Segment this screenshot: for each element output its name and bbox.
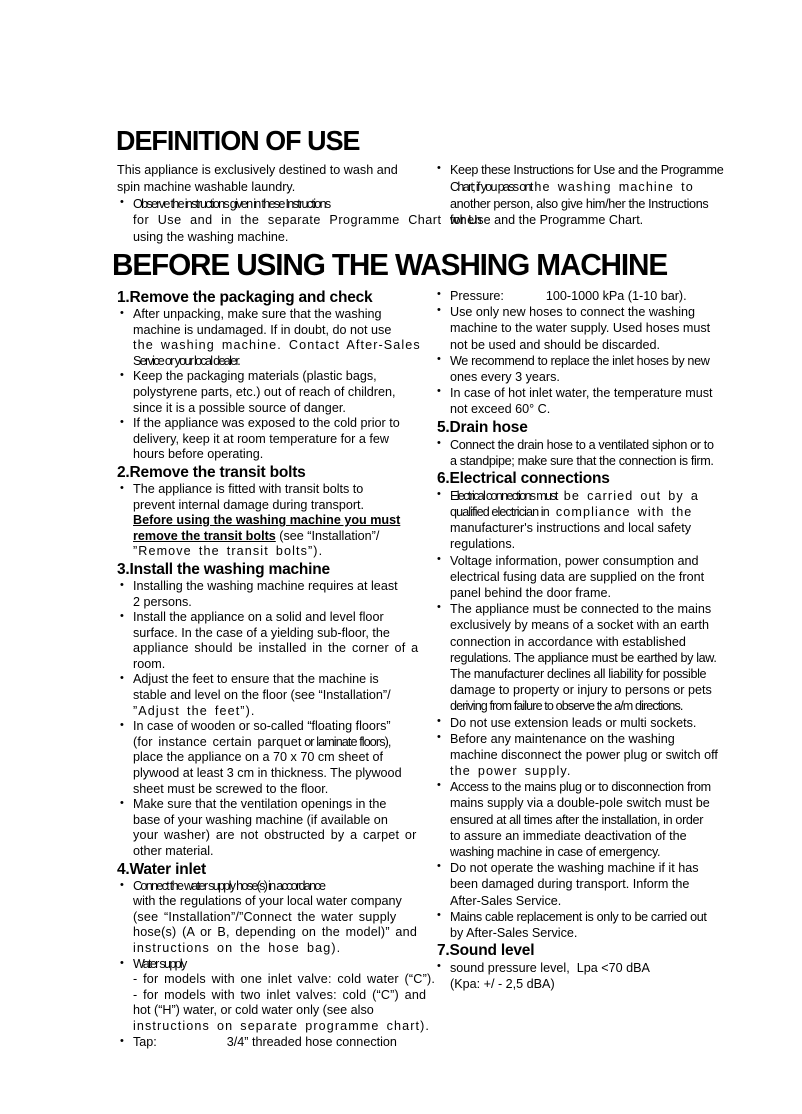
- text-line: [450, 601, 737, 617]
- bullet-icon: •: [437, 304, 441, 317]
- bullet-item: [117, 579, 437, 610]
- bullet-item: [437, 860, 737, 909]
- text-line: [450, 569, 737, 585]
- text-line: [450, 520, 737, 536]
- text-segment: plywood at least 3 cm in thickness. The plywood: [133, 766, 402, 781]
- text-segment: Mains cable replacement is only to be carried out: [450, 909, 707, 924]
- text-segment: Tap: 3/4” threaded hose connection: [133, 1034, 397, 1049]
- text-segment: manufacturer's instructions and local safety: [450, 521, 692, 536]
- bullet-icon: •: [120, 956, 124, 969]
- text-segment: instructions on separate programme chart).: [133, 1018, 430, 1033]
- bullet-icon: •: [437, 288, 441, 300]
- text-line: [133, 688, 437, 704]
- text-segment: Water supply: [133, 956, 186, 971]
- text-segment: deriving from failure to observe the a/m directions.: [450, 699, 683, 714]
- text-line: [133, 416, 437, 432]
- section-heading: 3.Install the washing machine: [117, 560, 330, 578]
- bullet-icon: •: [120, 481, 124, 494]
- text-segment: surface. In the case of a yielding sub-floor, the: [133, 625, 390, 640]
- text-segment: delivery, keep it at room temperature for a few: [133, 431, 389, 446]
- section-heading: 2.Remove the transit bolts: [117, 463, 306, 481]
- text-segment: spin machine washable laundry.: [117, 179, 296, 194]
- text-line: [133, 813, 437, 829]
- bullet-icon: •: [437, 487, 441, 500]
- text-line: [133, 212, 483, 229]
- bullet-icon: •: [120, 610, 124, 623]
- text-line: [450, 617, 737, 633]
- text-line: [133, 626, 437, 642]
- text-segment: prevent internal damage during transport.: [133, 497, 365, 512]
- text-line: [133, 894, 437, 910]
- bullet-item: [117, 957, 437, 1035]
- text-segment: Access to the mains plug or to disconnection from: [450, 780, 711, 795]
- text-segment: (Kpa: +/ - 2,5 dBA): [450, 977, 555, 992]
- bullet-item: [117, 672, 437, 719]
- text-line: [450, 909, 737, 925]
- text-line: [133, 704, 437, 720]
- text-line: [133, 657, 437, 673]
- bullet-icon: •: [437, 162, 441, 174]
- text-line: [450, 179, 737, 196]
- text-line: [133, 782, 437, 798]
- bullet-icon: •: [437, 552, 441, 565]
- bullet-item: [437, 162, 737, 229]
- text-line: [133, 1019, 437, 1035]
- bullet-icon: •: [120, 1034, 124, 1047]
- text-segment: with the regulations of your local water company: [133, 894, 402, 909]
- bullet-item: [437, 488, 737, 553]
- text-line: [450, 844, 737, 860]
- text-segment: washing machine in case of emergency.: [450, 845, 661, 859]
- text-segment: not be used and should be discarded.: [450, 337, 661, 352]
- bullet-icon: •: [120, 416, 124, 429]
- paragraph: [117, 162, 437, 196]
- before-right-column: [437, 288, 737, 993]
- text-segment: to assure an immediate deactivation of the: [450, 828, 687, 843]
- section-heading: 6.Electrical connections: [437, 469, 610, 487]
- text-line: [450, 212, 737, 229]
- text-line: [133, 766, 437, 782]
- text-segment: hours before operating.: [133, 447, 264, 462]
- text-line: [133, 719, 437, 735]
- text-line: [450, 634, 737, 650]
- text-line: [450, 401, 737, 417]
- text-line: [450, 585, 737, 601]
- text-segment: Do not operate the washing machine if it has: [450, 861, 699, 876]
- text-line: [133, 338, 437, 354]
- text-line: [133, 544, 437, 560]
- text-segment: (for instance certain parquet: [133, 734, 302, 749]
- text-line: [133, 513, 437, 529]
- text-segment: other material.: [133, 844, 214, 858]
- text-line: [133, 1003, 437, 1019]
- text-segment: for Use and the Programme Chart.: [450, 213, 644, 228]
- text-segment: room.: [133, 656, 166, 671]
- text-segment: been damaged during transport. Inform the: [450, 877, 690, 892]
- text-line: [133, 401, 437, 417]
- bullet-item: [117, 369, 437, 416]
- before-left-column: [117, 288, 437, 1050]
- bullet-icon: •: [120, 672, 124, 685]
- text-segment: Use only new hoses to connect the washing: [450, 305, 696, 320]
- bullet-icon: •: [437, 908, 441, 921]
- text-segment: using the washing machine.: [133, 230, 289, 245]
- bullet-item: [437, 731, 737, 780]
- text-line: [450, 960, 737, 976]
- text-line: [133, 385, 437, 401]
- text-segment: - for models with one inlet valve: cold water (“C”).: [133, 972, 436, 987]
- text-line: [450, 682, 737, 698]
- text-line: [133, 595, 437, 611]
- text-line: [117, 162, 437, 179]
- text-line: [450, 976, 737, 992]
- text-segment: base of your washing machine (if available on: [133, 812, 388, 827]
- text-line: [450, 337, 737, 353]
- text-line: [450, 162, 737, 179]
- text-line: [450, 385, 737, 401]
- text-segment: the power supply.: [450, 764, 572, 779]
- text-line: [133, 354, 437, 370]
- bullet-item: [437, 385, 737, 417]
- text-line: [450, 437, 737, 453]
- text-line: [133, 957, 437, 973]
- text-line: [450, 453, 737, 469]
- text-segment: We recommend to replace the inlet hoses by new: [450, 353, 710, 368]
- text-line: [450, 893, 737, 909]
- text-segment: panel behind the door frame.: [450, 586, 612, 600]
- text-line: [133, 828, 437, 844]
- text-line: [133, 579, 437, 595]
- text-line: [133, 432, 437, 448]
- bullet-item: [117, 610, 437, 672]
- text-segment: polystyrene parts, etc.) out of reach of children,: [133, 384, 396, 399]
- text-line: [450, 876, 737, 892]
- bullet-icon: •: [120, 578, 124, 591]
- text-segment: hose(s) (A or B, depending on the model)” and: [133, 925, 418, 940]
- bullet-icon: •: [120, 307, 124, 319]
- definition-right-column: [437, 162, 737, 229]
- text-segment: electrical fusing data are supplied on the front: [450, 569, 705, 584]
- text-segment: Observe the instructions given in these Instructions: [133, 196, 330, 211]
- text-line: [133, 447, 437, 463]
- bullet-item: [437, 304, 737, 353]
- bullet-item: [437, 437, 737, 469]
- text-segment: connection in accordance with established: [450, 634, 686, 649]
- bullet-item: [437, 909, 737, 941]
- text-segment: machine is undamaged. If in doubt, do not use: [133, 322, 392, 337]
- text-segment: machine to the water supply. Used hoses must: [450, 321, 711, 336]
- text-line: [450, 536, 737, 552]
- definition-of-use-heading: DEFINITION OF USE: [116, 125, 360, 156]
- text-line: [450, 666, 737, 682]
- bullet-item: [437, 960, 737, 992]
- text-line: [450, 715, 737, 731]
- text-segment: Installing the washing machine requires at least: [133, 578, 398, 593]
- bullet-item: [437, 288, 737, 304]
- text-segment: In case of wooden or so-called “floating floors”: [133, 719, 391, 734]
- text-segment: exclusively by means of a socket with an earth: [450, 618, 709, 633]
- text-line: [450, 795, 737, 811]
- text-segment: regulations.: [450, 537, 516, 552]
- bullet-item: [437, 779, 737, 860]
- text-segment: the washing machine to: [529, 179, 694, 194]
- bullet-icon: •: [437, 436, 441, 449]
- bullet-item: [437, 353, 737, 385]
- bullet-icon: •: [437, 352, 441, 365]
- text-line: [133, 482, 437, 498]
- bullet-item: [117, 307, 437, 369]
- text-line: [133, 610, 437, 626]
- bullet-item: [437, 601, 737, 714]
- text-segment: another person, also give him/her the Instructions: [450, 196, 709, 211]
- text-segment: or laminate floors),: [301, 734, 391, 749]
- text-line: [133, 529, 437, 545]
- text-segment: sound pressure level, Lpa <70 dBA: [450, 961, 650, 976]
- text-line: [450, 504, 737, 520]
- section-heading: 7.Sound level: [437, 942, 535, 960]
- text-line: [450, 779, 737, 795]
- text-segment: (see “Installation”/”Connect the water supply: [133, 909, 397, 924]
- text-segment: Adjust the feet to ensure that the machine is: [133, 672, 379, 687]
- text-line: [133, 369, 437, 385]
- text-line: [450, 288, 737, 304]
- bullet-icon: •: [120, 878, 124, 891]
- bullet-icon: •: [437, 714, 441, 727]
- text-line: [450, 860, 737, 876]
- text-segment: Before using the washing machine you must: [133, 513, 401, 528]
- section-heading: 1.Remove the packaging and check: [117, 289, 373, 306]
- bullet-icon: •: [437, 385, 441, 398]
- text-line: [133, 941, 437, 957]
- text-segment: Connect the water supply hose(s) in accordance: [133, 878, 325, 893]
- text-segment: for Use and in the separate Programme Chart when: [133, 213, 483, 228]
- bullet-item: [117, 482, 437, 560]
- bullet-item: [437, 715, 737, 731]
- text-line: [450, 353, 737, 369]
- bullet-item: [117, 195, 483, 246]
- text-segment: (see “Installation”/: [275, 528, 380, 543]
- text-line: [450, 828, 737, 844]
- text-line: [450, 369, 737, 385]
- text-segment: hot (“H”) water, or cold water only (see also: [133, 1003, 374, 1018]
- text-segment: damage to property or injury to persons or pets: [450, 683, 712, 698]
- text-line: [133, 925, 437, 941]
- text-segment: regulations. The appliance must be earthed by law.: [450, 650, 717, 665]
- text-line: [133, 498, 437, 514]
- text-segment: Service or your local dealer.: [133, 353, 240, 368]
- text-segment: Connect the drain hose to a ventilated siphon or to: [450, 437, 714, 452]
- text-line: [117, 179, 437, 196]
- text-segment: sheet must be screwed to the floor.: [133, 781, 329, 796]
- text-segment: Keep the packaging materials (plastic bags,: [133, 369, 377, 384]
- text-segment: ensured at all times after the installation, in order: [450, 812, 704, 827]
- text-line: [450, 812, 737, 828]
- text-line: [450, 925, 737, 941]
- text-segment: ”Adjust the feet”).: [133, 703, 256, 718]
- text-segment: Make sure that the ventilation openings in the: [133, 797, 387, 812]
- text-segment: machine disconnect the power plug or switch off: [450, 747, 718, 762]
- bullet-icon: •: [437, 601, 441, 614]
- text-segment: since it is a possible source of danger.: [133, 400, 346, 415]
- bullet-icon: •: [120, 797, 124, 810]
- text-line: [450, 320, 737, 336]
- text-segment: The manufacturer declines all liability for possible: [450, 666, 707, 681]
- definition-left-column: [117, 162, 483, 246]
- text-segment: be carried out by a: [556, 488, 700, 503]
- bullet-item: [117, 416, 437, 463]
- text-line: [133, 229, 437, 246]
- section-heading: 4.Water inlet: [117, 860, 206, 878]
- text-segment: mains supply via a double-pole switch must be: [450, 796, 710, 811]
- text-segment: place the appliance on a 70 x 70 cm sheet of: [133, 750, 383, 765]
- text-segment: a standpipe; make sure that the connection is firm.: [450, 453, 714, 468]
- text-line: [450, 731, 737, 747]
- text-line: [450, 553, 737, 569]
- text-segment: Chart; if you pass on: [450, 179, 530, 194]
- text-line: [450, 304, 737, 320]
- bullet-item: [117, 879, 437, 957]
- bullet-item: [117, 1035, 437, 1051]
- text-line: [450, 763, 737, 779]
- text-segment: In case of hot inlet water, the temperature must: [450, 386, 713, 401]
- bullet-item: [117, 797, 437, 859]
- bullet-item: [437, 553, 737, 602]
- text-line: [133, 750, 437, 766]
- section-heading: 5.Drain hose: [437, 418, 528, 436]
- text-segment: After-Sales Service.: [450, 893, 562, 908]
- bullet-icon: •: [120, 719, 124, 732]
- text-line: [133, 910, 437, 926]
- text-segment: - for models with two inlet valves: cold (“C”) and: [133, 987, 427, 1002]
- text-segment: Pressure: 100-1000 kPa (1-10 bar).: [450, 289, 687, 303]
- bullet-icon: •: [120, 195, 124, 208]
- text-line: [133, 323, 437, 339]
- text-line: [133, 879, 437, 895]
- text-segment: remove the transit bolts: [133, 528, 276, 543]
- bullet-icon: •: [120, 369, 124, 382]
- text-segment: Keep these Instructions for Use and the Programme: [450, 163, 724, 177]
- before-using-heading: BEFORE USING THE WASHING MACHINE: [112, 247, 668, 282]
- bullet-item: [117, 719, 437, 797]
- text-line: [133, 641, 437, 657]
- bullet-icon: •: [437, 960, 441, 973]
- bullet-icon: •: [437, 779, 441, 792]
- text-segment: 2 persons.: [133, 594, 192, 609]
- text-line: [450, 196, 737, 213]
- text-line: [133, 797, 437, 813]
- text-line: [450, 488, 737, 504]
- text-segment: not exceed 60° C.: [450, 402, 551, 417]
- text-segment: The appliance must be connected to the mains: [450, 602, 712, 617]
- text-segment: instructions on the hose bag).: [133, 940, 342, 955]
- text-segment: If the appliance was exposed to the cold prior to: [133, 416, 400, 431]
- bullet-icon: •: [437, 730, 441, 743]
- text-segment: Do not use extension leads or multi sockets.: [450, 715, 697, 730]
- text-line: [133, 307, 437, 323]
- text-segment: ”Remove the transit bolts”).: [133, 544, 324, 559]
- text-segment: compliance with the: [548, 505, 693, 520]
- text-segment: your washer) are not obstructed by a carpet or: [133, 828, 417, 843]
- text-segment: stable and level on the floor (see “Installation”/: [133, 688, 391, 703]
- text-segment: appliance should be installed in the corner of a: [133, 641, 419, 656]
- text-segment: by After-Sales Service.: [450, 925, 578, 940]
- text-segment: Voltage information, power consumption and: [450, 553, 699, 568]
- text-segment: This appliance is exclusively destined to wash and: [117, 163, 398, 177]
- text-line: [133, 1035, 437, 1051]
- bullet-icon: •: [437, 860, 441, 873]
- text-line: [133, 735, 437, 751]
- text-line: [133, 988, 437, 1004]
- text-segment: Install the appliance on a solid and level floor: [133, 610, 384, 625]
- text-line: [133, 844, 437, 860]
- text-segment: the washing machine. Contact After-Sales: [133, 338, 421, 353]
- text-line: [450, 698, 737, 714]
- text-line: [450, 650, 737, 666]
- text-line: [450, 747, 737, 763]
- text-segment: Before any maintenance on the washing: [450, 731, 675, 746]
- text-segment: Electrical connections must: [450, 488, 557, 503]
- text-line: [133, 196, 437, 213]
- text-segment: The appliance is fitted with transit bolts to: [133, 481, 364, 496]
- text-line: [133, 672, 437, 688]
- text-line: [133, 972, 437, 988]
- text-segment: qualified electrician in: [450, 505, 549, 520]
- text-segment: After unpacking, make sure that the washing: [133, 307, 382, 321]
- text-segment: ones every 3 years.: [450, 369, 560, 384]
